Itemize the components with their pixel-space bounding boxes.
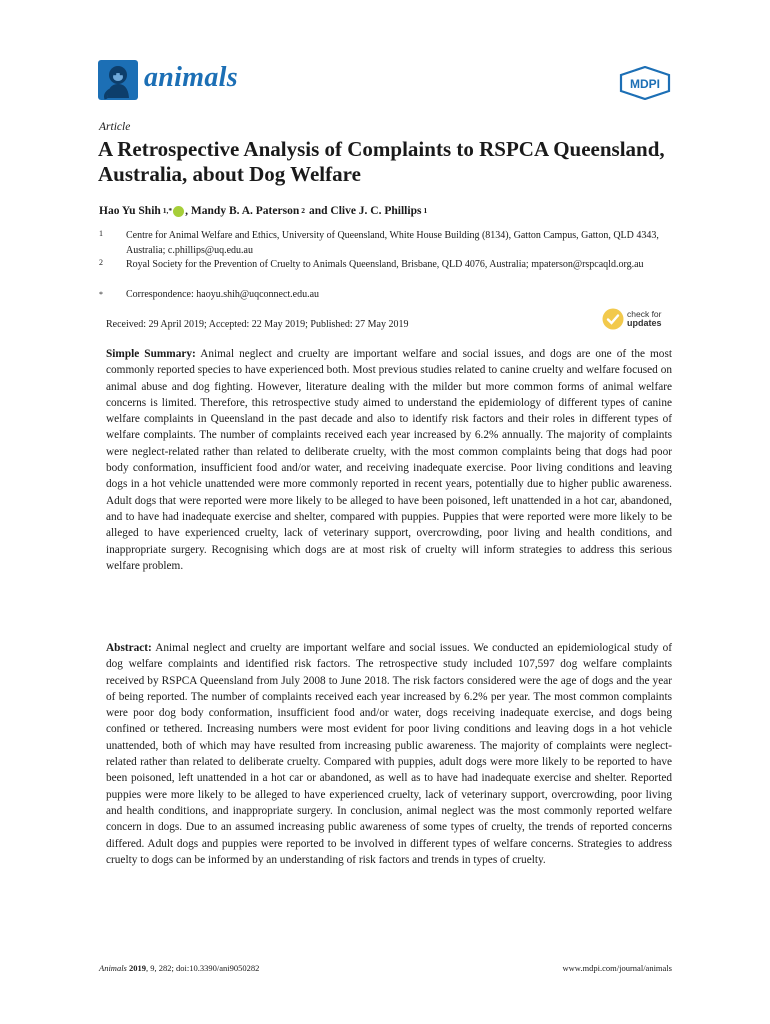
check-updates-icon: [602, 308, 624, 330]
footer-year: 2019: [129, 963, 146, 973]
mdpi-logo-icon[interactable]: [617, 66, 673, 100]
affiliation-mark: 2: [99, 258, 103, 267]
check-updates-line1: check for: [627, 309, 662, 319]
footer-citation: [99, 963, 259, 973]
article-type: Article: [99, 121, 131, 133]
journal-name: animals: [144, 62, 238, 93]
affiliation-text: Centre for Animal Welfare and Ethics, University of Queensland, White House Building (8134), Gatton Campus, Gatton, QLD 4343, Australia; c.phillips@uq.edu.au: [126, 230, 659, 256]
affiliation-mark: *: [99, 290, 103, 299]
affiliation-text: Royal Society for the Prevention of Cruelty to Animals Queensland, Brisbane, QLD 4076, Australia; mpaterson@rspcaqld.org.au: [126, 259, 644, 270]
mdpi-logo-text: MDPI: [630, 77, 660, 91]
orcid-icon[interactable]: [173, 206, 184, 217]
affiliation-mark: 1: [99, 229, 103, 238]
correspondence-text: Correspondence: haoyu.shih@uqconnect.edu.au: [126, 289, 320, 300]
author-name[interactable]: Hao Yu Shih: [99, 205, 161, 217]
author-name[interactable]: and Clive J. C. Phillips: [308, 205, 422, 217]
footer-url[interactable]: www.mdpi.com/journal/animals: [562, 963, 672, 973]
simple-summary-label: Simple Summary:: [106, 348, 196, 360]
paper-title: A Retrospective Analysis of Complaints to RSPCA Queensland, Australia, about Dog Welfare: [98, 137, 665, 186]
monkey-logo-icon: [98, 60, 138, 100]
author-superscript: 1,*: [162, 205, 173, 215]
abstract: [106, 640, 672, 868]
check-updates-line2: updates: [627, 318, 662, 328]
simple-summary-text: Animal neglect and cruelty are important welfare and social issues, and dogs are one of the most commonly reported species to have experienced both. Most previous studies related to canine cruelty and welfare focused on animal abuse and dog fighting. However, literature dealing with the milder but more common forms of animal welfare concerns is limited. Therefore, this retrospective study aimed to understand the epidemiology of different types of canine welfare complaints in Queensland in the past decade and also to identify risk factors and their roles in different types of welfare complaints. The number of complaints received each year increased by 6.2% annually. The majority of complaints were neglect-related rather than related to deliberate cruelty, with the most common complaints being that dogs had poor body conformation, insufficient food and/or water, and receiving inadequate exercise. Poor living conditions and leaving dogs in a hot vehicle unattended were more commonly reported in recent years, potentially due to higher public awareness. Adult dogs that were reported were more likely to be alleged to have been poisoned, left unattended in a hot car, abandoned, and to have had inadequate exercise and shelter, compared with puppies. Puppies that were reported were more likely to be alleged to have experienced cruelty, lack of veterinary support, overcrowding, poor living and health conditions, and inappropriate surgery. Recognising which dogs are at most risk of cruelty will inform strategies to address this serious welfare problem.: [106, 348, 672, 572]
check-for-updates-badge[interactable]: [602, 308, 662, 330]
journal-logo[interactable]: [98, 60, 238, 100]
simple-summary: [106, 346, 672, 574]
abstract-label: Abstract:: [106, 642, 152, 654]
author-name[interactable]: , Mandy B. A. Paterson: [185, 205, 300, 217]
publication-dates: Received: 29 April 2019; Accepted: 22 May 2019; Published: 27 May 2019: [106, 319, 409, 330]
author-list: [99, 205, 427, 217]
footer-doi[interactable]: , 9, 282; doi:10.3390/ani9050282: [146, 963, 260, 973]
footer-journal: Animals: [99, 963, 127, 973]
author-superscript: 2: [301, 205, 305, 215]
check-updates-text: [627, 310, 662, 328]
abstract-text: Animal neglect and cruelty are important welfare and social issues. We conducted an epidemiological study of dog welfare complaints and identified risk factors. The retrospective study included 107,597 dog welfare complaints received by RSPCA Queensland from July 2008 to June 2018. The risk factors considered were the age of dogs and the year of being reported. The number of complaints received each year increased by 6.2% per year. The most common complaints were poor dog body conformation, insufficient food and/or water, dogs receiving inadequate exercise, and dogs being confined or tethered. Increasing numbers were most evident for poor living conditions and leaving dogs in a hot vehicle unattended, both of which may have resulted from increasing public awareness. The majority of complaints were neglect-related rather than related to deliberate cruelty. Compared with puppies, adult dogs were more likely to be reported to have been poisoned, left unattended in a hot car or abandoned, as well as to have had inadequate exercise and shelter. Reported puppies were more likely to be alleged to have experienced cruelty, lack of veterinary support, overcrowding, poor living and health conditions, and inappropriate surgery. In conclusion, animal neglect was the most commonly reported welfare concern in dogs. Due to an assumed increasing public awareness of some types of cruelty, the trends of reported concerns differed. Adult dogs and puppies were reported to be involved in different types of welfare concerns. Strategies to address cruelty to dogs can be informed by an understanding of risk factors and trends in types of cruelty.: [106, 642, 672, 866]
author-superscript: 1: [423, 205, 428, 215]
